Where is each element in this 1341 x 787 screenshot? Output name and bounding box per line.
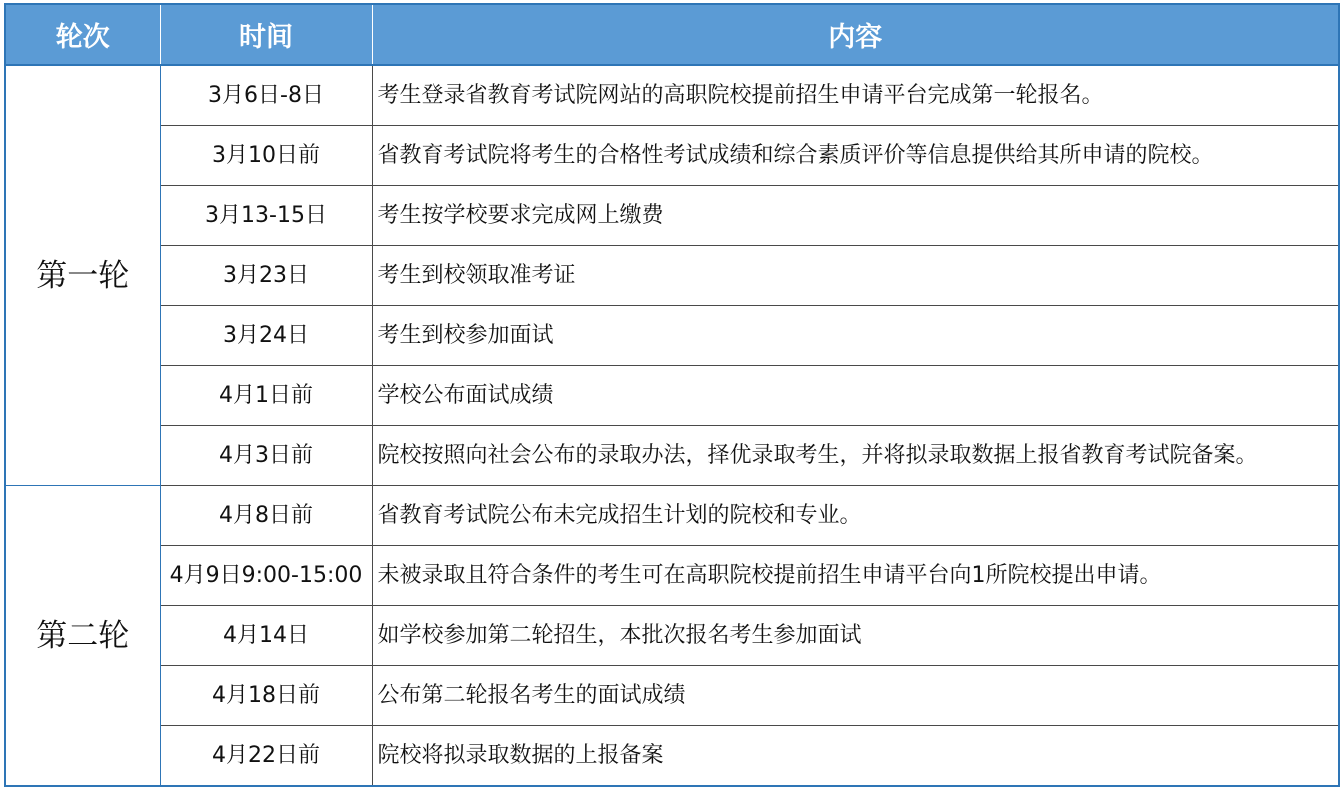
table-row: [5, 666, 1339, 726]
row-content: 院校按照向社会公布的录取办法，择优录取考生，并将拟录取数据上报省教育考试院备案。: [372, 426, 1339, 486]
table-row: [5, 366, 1339, 426]
row-time: 4月9日9:00-15:00: [160, 546, 372, 606]
table-header-row: [5, 4, 1339, 65]
row-time: 4月1日前: [160, 366, 372, 426]
row-content: 考生按学校要求完成网上缴费: [372, 186, 1339, 246]
header-content: 内容: [372, 4, 1339, 65]
row-time: 4月3日前: [160, 426, 372, 486]
row-time: 3月13-15日: [160, 186, 372, 246]
row-time: 3月23日: [160, 246, 372, 306]
row-time: 4月18日前: [160, 666, 372, 726]
round-label-2: 第二轮: [5, 486, 160, 787]
row-time: 4月8日前: [160, 486, 372, 546]
table-row: [5, 546, 1339, 606]
table-row: [5, 65, 1339, 126]
table-row: [5, 246, 1339, 306]
row-content: 考生到校领取准考证: [372, 246, 1339, 306]
row-time: 3月6日-8日: [160, 65, 372, 126]
table-row: [5, 186, 1339, 246]
row-time: 4月14日: [160, 606, 372, 666]
row-content: 如学校参加第二轮招生，本批次报名考生参加面试: [372, 606, 1339, 666]
table-row: [5, 726, 1339, 787]
row-time: 4月22日前: [160, 726, 372, 787]
row-content: 省教育考试院公布未完成招生计划的院校和专业。: [372, 486, 1339, 546]
row-content: 学校公布面试成绩: [372, 366, 1339, 426]
row-content: 公布第二轮报名考生的面试成绩: [372, 666, 1339, 726]
row-content: 考生登录省教育考试院网站的高职院校提前招生申请平台完成第一轮报名。: [372, 65, 1339, 126]
row-content: 院校将拟录取数据的上报备案: [372, 726, 1339, 787]
table-row: [5, 606, 1339, 666]
header-time: 时间: [160, 4, 372, 65]
table-row: [5, 486, 1339, 546]
table-row: [5, 306, 1339, 366]
admission-schedule-table: [4, 3, 1340, 787]
row-content: 省教育考试院将考生的合格性考试成绩和综合素质评价等信息提供给其所申请的院校。: [372, 126, 1339, 186]
row-content: 考生到校参加面试: [372, 306, 1339, 366]
table-row: [5, 426, 1339, 486]
row-time: 3月10日前: [160, 126, 372, 186]
row-time: 3月24日: [160, 306, 372, 366]
table-row: [5, 126, 1339, 186]
round-label-1: 第一轮: [5, 65, 160, 486]
row-content: 未被录取且符合条件的考生可在高职院校提前招生申请平台向1所院校提出申请。: [372, 546, 1339, 606]
header-round: 轮次: [5, 4, 160, 65]
